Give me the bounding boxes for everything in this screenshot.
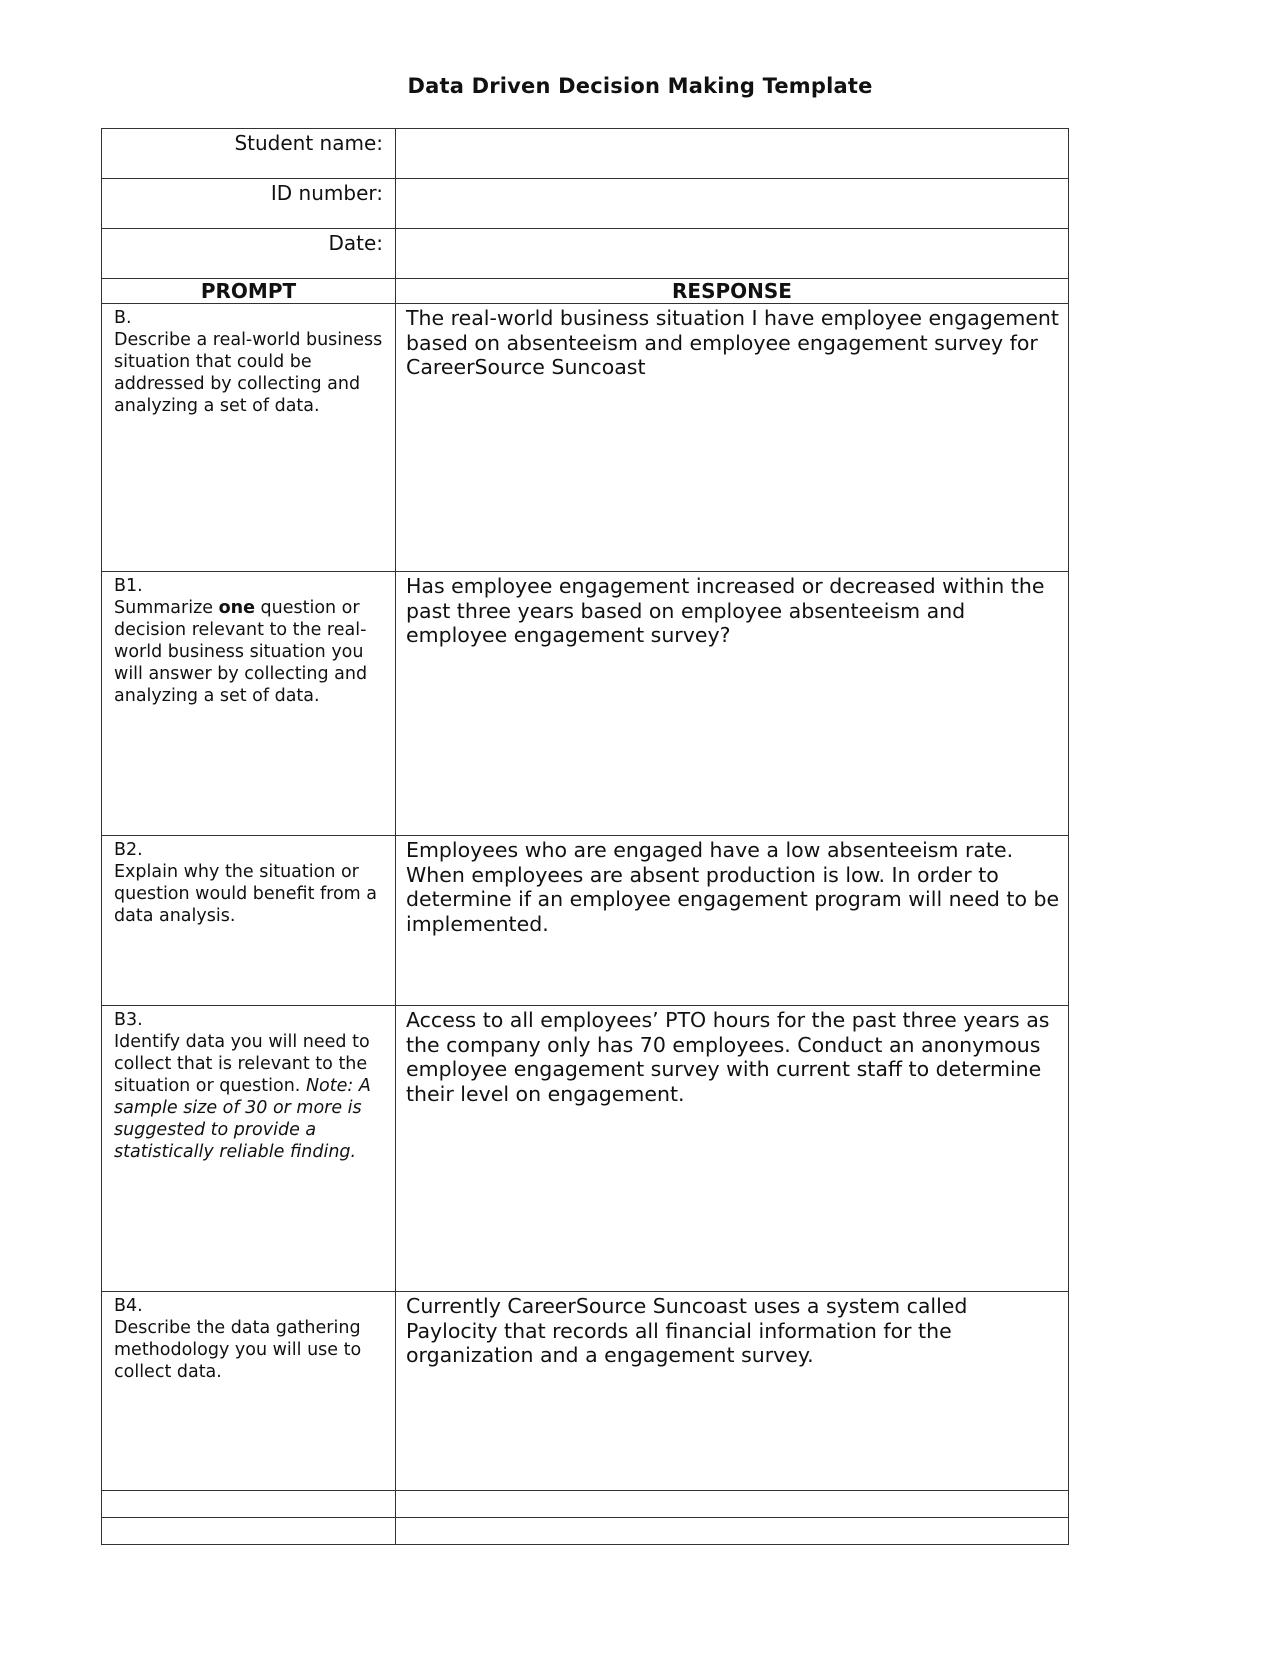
response-column-header: RESPONSE <box>396 279 1069 304</box>
prompt-text: Describe a real-world business situation that could be addressed by collecting and analyzing a set of data. <box>114 330 383 416</box>
table-row <box>102 1292 1069 1491</box>
prompt-text: Describe the data gathering methodology you will use to collect data. <box>114 1318 362 1382</box>
table-row <box>102 1006 1069 1292</box>
empty-response-cell[interactable] <box>396 1491 1069 1518</box>
prompt-code: B2. <box>114 840 143 860</box>
id-number-field[interactable] <box>396 179 1069 229</box>
date-field[interactable] <box>396 229 1069 279</box>
prompt-column-header: PROMPT <box>102 279 396 304</box>
response-cell[interactable]: The real-world business situation I have employee engagement based on absenteeism and employee engagement survey for CareerSource Suncoast <box>396 304 1069 572</box>
response-cell[interactable]: Has employee engagement increased or decreased within the past three years based on employee absenteeism and employee engagement survey? <box>396 572 1069 836</box>
prompt-cell <box>102 1006 396 1292</box>
empty-prompt-cell[interactable] <box>102 1491 396 1518</box>
response-cell[interactable]: Employees who are engaged have a low absenteeism rate. When employees are absent production is low. In order to determine if an employee engagement program will need to be implemented. <box>396 836 1069 1006</box>
table-row <box>102 572 1069 836</box>
prompt-text: Explain why the situation or question would benefit from a data analysis. <box>114 862 378 926</box>
prompt-cell <box>102 304 396 572</box>
prompt-code: B. <box>114 308 132 328</box>
date-row <box>102 229 1069 279</box>
id-number-row <box>102 179 1069 229</box>
empty-prompt-cell[interactable] <box>102 1518 396 1545</box>
response-cell[interactable]: Access to all employees’ PTO hours for the past three years as the company only has 70 employees. Conduct an anonymous employee engagement survey with current staff to determine their level on engagement. <box>396 1006 1069 1292</box>
prompt-cell <box>102 1292 396 1491</box>
empty-row <box>102 1491 1069 1518</box>
column-header-row <box>102 279 1069 304</box>
template-table <box>101 128 1069 1545</box>
prompt-text-continued: question or decision relevant to the real-world business situation you will answer by collecting and analyzing a set of data. <box>114 598 368 706</box>
prompt-text: Summarize <box>114 598 219 618</box>
prompt-code: B3. <box>114 1010 143 1030</box>
student-name-field[interactable] <box>396 129 1069 179</box>
empty-response-cell[interactable] <box>396 1518 1069 1545</box>
prompt-code: B4. <box>114 1296 143 1316</box>
table-row <box>102 836 1069 1006</box>
prompt-code: B1. <box>114 576 143 596</box>
prompt-cell <box>102 836 396 1006</box>
student-name-label: Student name: <box>102 129 396 179</box>
prompt-emphasis: one <box>218 598 255 618</box>
prompt-note: Note: A sample size of 30 or more is suggested to provide a statistically reliable finding. <box>114 1076 371 1162</box>
id-number-label: ID number: <box>102 179 396 229</box>
student-name-row <box>102 129 1069 179</box>
prompt-cell <box>102 572 396 836</box>
document-title: Data Driven Decision Making Template <box>407 74 873 98</box>
prompt-text: Identify data you will need to collect that is relevant to the situation or question. <box>114 1032 370 1096</box>
response-cell[interactable]: Currently CareerSource Suncoast uses a system called Paylocity that records all financial information for the organization and a engagement survey. <box>396 1292 1069 1491</box>
table-row <box>102 304 1069 572</box>
empty-row <box>102 1518 1069 1545</box>
date-label: Date: <box>102 229 396 279</box>
